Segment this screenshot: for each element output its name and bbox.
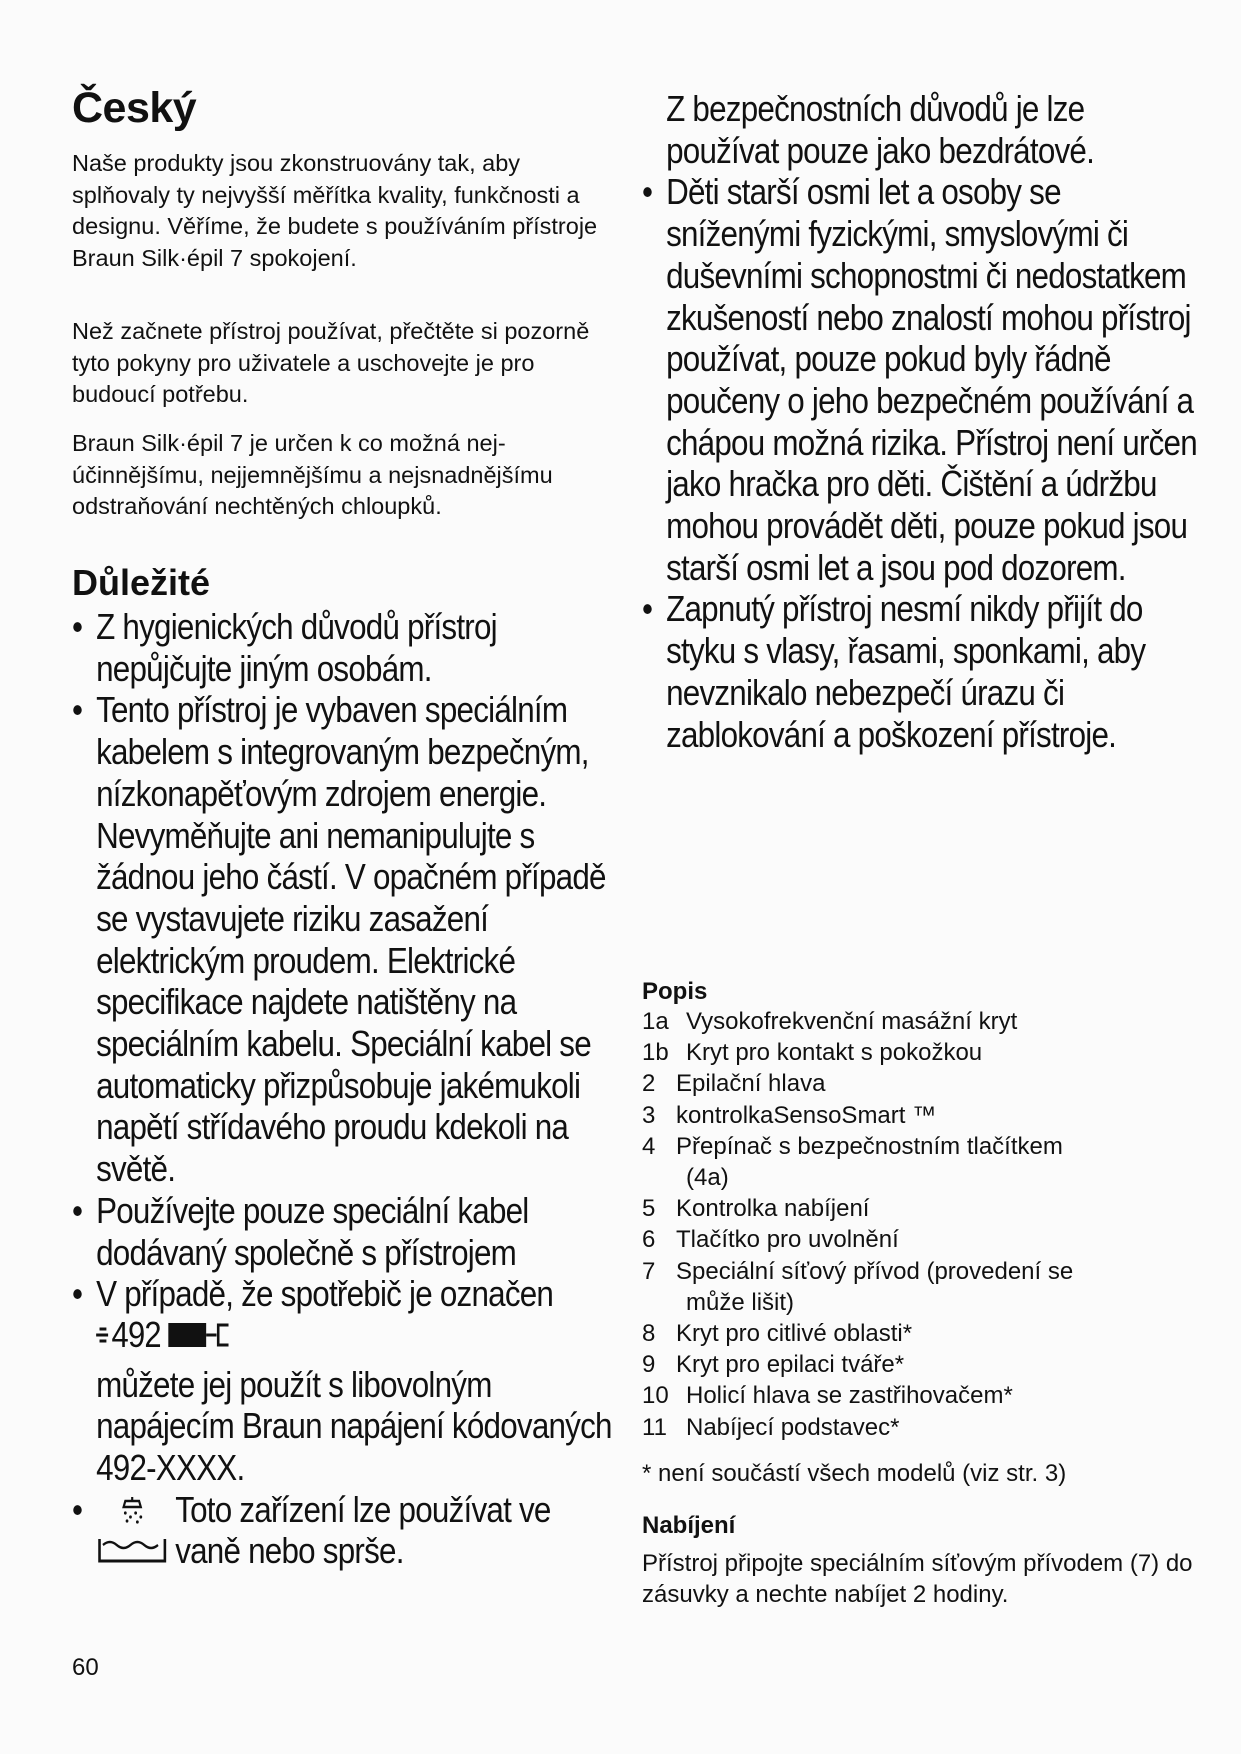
intro-paragraph-2: Než začnete přístroj používat, přečtěte si pozorně tyto pokyny pro uživatele a uschovejte je pro budoucí potřebu. xyxy=(72,318,590,407)
item-text: Kryt pro kontakt s pokožkou xyxy=(686,1039,983,1067)
item-text: Nabíjecí podstavec* xyxy=(686,1413,900,1441)
intro-paragraph-1: Naše produkty jsou zkonstruovány tak, aby splňovaly ty nejvyšší měřítka kvality, funkčnosti a designu. Věříme, že budete s používáním přístroje Braun Silk·épil 7 spokojení. xyxy=(72,150,598,271)
list-item-continuation: může lišit) xyxy=(686,1288,795,1316)
bullet-item: • Toto zařízení lze používat ve vaně nebo sprše. xyxy=(72,1489,614,1576)
item-number: 10 xyxy=(642,1382,669,1410)
charging-text: Přístroj připojte speciálním síťovým přívodem (7) do zásuvky a nechte nabíjet 2 hodiny. xyxy=(642,1550,1193,1608)
list-item xyxy=(642,1318,1202,1349)
item-text: Vysokofrekvenční masážní kryt xyxy=(686,1008,1018,1035)
list-item xyxy=(642,1412,1202,1443)
item-text: kontrolkaSensoSmart ™ xyxy=(676,1101,937,1129)
bullet-item: • Děti starší osmi let a osoby se sníženými fyzickými, smyslovými či duševními schopnostmi či nedostatkem zkušeností nebo znalostí mohou přístroj používat, pouze pokud byly řádně poučeny o jeho bezpečném používání a chápou možná rizika. Přístroj není určen jako hračka pro děti. Čištění a údržbu mohou provádět děti, pouze pokud jsou starší osmi let a jsou pod dozorem. xyxy=(642,171,1197,588)
item-number: 2 xyxy=(642,1070,656,1098)
bullet-text: Děti starší osmi let a osoby se sníženými fyzickými, smyslovými či duševními schopnostmi či nedostatkem zkušeností nebo znalostí mohou přístroj používat, pouze pokud byly řádně poučeny o jeho bezpečném používání a chápou možná rizika. Přístroj není určen jako hračka pro děti. Čištění a údržbu mohou provádět děti, pouze pokud jsou starší osmi let a jsou pod dozorem. xyxy=(666,171,1197,588)
page-number: 60 xyxy=(72,1654,99,1681)
parts-description-list xyxy=(642,1006,1202,1443)
bullet-text: Tento přístroj je vybaven speciálním kabelem s integrovaným bezpečným, nízkonapěťovým zdrojem energie. Nevyměňujte ani nemanipulujte s žádnou jeho částí. V opačném případě se vystavujete riziku zasažení elektrickým proudem. Elektrické specifikace najdete natištěny na speciálním kabelu. Speciální kabel se automaticky přizpůsobuje jakémukoli napětí střídavého proudu kdekoli na světě. xyxy=(96,689,606,1190)
power-plug-icon xyxy=(96,1315,234,1364)
item-text: Holicí hlava se zastřihovačem* xyxy=(686,1382,1013,1410)
footnote: * není součástí všech modelů (viz str. 3) xyxy=(642,1460,1067,1487)
bullet-item: • V případě, že spotřebič je označen 492 můžete jej použít s libovolným napájecím Braun napájení kódovaných 492-XXXX. xyxy=(72,1273,612,1489)
popis-heading: Popis xyxy=(642,978,708,1005)
item-text: Přepínač s bezpečnostním tlačítkem xyxy=(676,1132,1063,1160)
item-number: 3 xyxy=(642,1101,656,1129)
list-item xyxy=(642,1193,1202,1224)
item-number: 9 xyxy=(642,1351,656,1379)
bullet-item: • Používejte pouze speciální kabel dodávaný společně s přístrojem xyxy=(72,1189,529,1273)
charging-heading: Nabíjení xyxy=(642,1512,736,1539)
item-number: 8 xyxy=(642,1320,656,1348)
bath-shower-icon xyxy=(96,1495,175,1576)
item-number: 1a xyxy=(642,1008,669,1035)
bullet-item: • Tento přístroj je vybaven speciálním kabelem s integrovaným bezpečným, nízkonapěťovým zdrojem energie. Nevyměňujte ani nemanipulujte s žádnou jeho částí. V opačném případě se vystavujete riziku zasažení elektrickým proudem. Elektrické specifikace najdete natištěny na speciálním kabelu. Speciální kabel se automaticky přizpůsobuje jakémukoli napětí střídavého proudu kdekoli na světě. xyxy=(72,689,606,1190)
important-bullet-list xyxy=(72,606,614,1575)
list-item xyxy=(642,1224,1202,1255)
bullet-text: Zapnutý přístroj nesmí nikdy přijít do styku s vlasy, řasami, sponkami, aby nevznikalo nebezpečí úrazu či zablokování a poškození přístroje. xyxy=(666,588,1146,755)
item-number: 5 xyxy=(642,1195,656,1223)
item-number: 1b xyxy=(642,1039,669,1067)
item-text: Kryt pro citlivé oblasti* xyxy=(676,1320,913,1348)
right-safety-text xyxy=(642,88,1201,755)
bullet-text: Toto zařízení lze používat ve vaně nebo sprše. xyxy=(175,1488,551,1572)
bullet-text: Používejte pouze speciální kabel dodávaný společně s přístrojem xyxy=(96,1189,529,1273)
item-number: 4 xyxy=(642,1132,656,1160)
item-text: Speciální síťový přívod (provedení se xyxy=(676,1257,1074,1285)
list-item xyxy=(642,1100,1202,1131)
list-item xyxy=(642,1131,1202,1162)
bullet-item: • Zapnutý přístroj nesmí nikdy přijít do styku s vlasy, řasami, sponkami, aby nevznikalo nebezpečí úrazu či zablokování a poškození přístroje. xyxy=(642,588,1146,755)
item-text: Kontrolka nabíjení xyxy=(676,1195,870,1223)
intro-paragraph-3: Braun Silk·épil 7 je určen k co možná nejúčinnějšímu, nejjemnějšímu a nejsnadnějšímu odstraňování nechtěných chloupků. xyxy=(72,430,553,519)
list-item-continuation: (4a) xyxy=(686,1164,729,1192)
list-item xyxy=(642,1380,1202,1411)
bullet-item: • Z hygienických důvodů přístroj nepůjčujte jiným osobám. xyxy=(72,606,497,689)
list-item xyxy=(642,1006,1202,1037)
item-text: Kryt pro epilaci tváře* xyxy=(676,1351,905,1379)
bullet-text: Z hygienických důvodů přístroj nepůjčujte jiným osobám. xyxy=(96,606,497,689)
item-number: 11 xyxy=(642,1413,667,1441)
safety-lead: Z bezpečnostních důvodů je lze používat pouze jako bezdrátové. xyxy=(666,88,1095,171)
item-number: 6 xyxy=(642,1226,656,1254)
list-item xyxy=(642,1037,1202,1068)
plug-code: 492 xyxy=(111,1315,161,1355)
item-text: Epilační hlava xyxy=(676,1070,826,1098)
item-text: Tlačítko pro uvolnění xyxy=(676,1226,899,1254)
item-number: 7 xyxy=(642,1257,656,1285)
bullet-text: V případě, že spotřebič je označen xyxy=(96,1273,554,1315)
section-title-cesky: Český xyxy=(72,84,197,132)
list-item xyxy=(642,1349,1202,1380)
list-item xyxy=(642,1068,1202,1099)
bullet-text: můžete jej použít s libovolným napájecím Braun napájení kódovaných 492-XXXX. xyxy=(96,1363,612,1489)
list-item xyxy=(642,1256,1202,1287)
important-heading: Důležité xyxy=(72,562,211,603)
